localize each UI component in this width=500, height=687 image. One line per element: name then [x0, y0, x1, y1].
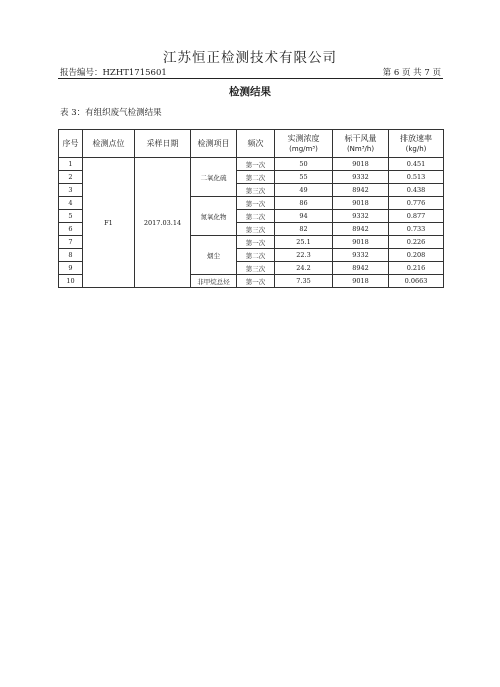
item-cell: 二氧化硫: [191, 158, 237, 197]
row-rate: 0.208: [389, 249, 444, 262]
row-concentration: 94: [275, 210, 333, 223]
table-header-row: [59, 130, 444, 158]
item-cell: 氮氧化物: [191, 197, 237, 236]
site-cell: F1: [83, 158, 135, 288]
row-rate: 0.776: [389, 197, 444, 210]
table-caption: 表 3：有组织废气检测结果: [60, 108, 162, 118]
row-rate: 0.513: [389, 171, 444, 184]
row-seq: 5: [59, 210, 83, 223]
row-seq: 3: [59, 184, 83, 197]
row-concentration: 86: [275, 197, 333, 210]
row-concentration: 24.2: [275, 262, 333, 275]
item-cell: 烟尘: [191, 236, 237, 275]
report-number: 报告编号：HZHT1715601: [60, 68, 167, 78]
row-flow: 9018: [333, 158, 389, 171]
header-site: 检测点位: [83, 130, 135, 158]
header-seq: 序号: [59, 130, 83, 158]
row-flow: 9018: [333, 275, 389, 288]
row-rate: 0.438: [389, 184, 444, 197]
header-rate: [389, 130, 444, 158]
header-item: 检测项目: [191, 130, 237, 158]
header-rate-unit: (kg/h): [405, 144, 427, 153]
row-seq: 9: [59, 262, 83, 275]
row-rate: 0.451: [389, 158, 444, 171]
row-frequency: 第三次: [237, 262, 275, 275]
row-flow: 9332: [333, 249, 389, 262]
header-concentration-unit: (mg/m³): [289, 144, 318, 153]
row-frequency: 第一次: [237, 275, 275, 288]
row-flow: 9332: [333, 210, 389, 223]
results-table: [58, 129, 444, 288]
page-number: 第 6 页 共 7 页: [382, 68, 441, 78]
row-seq: 10: [59, 275, 83, 288]
table-row: [59, 158, 444, 171]
header-flow: [333, 130, 389, 158]
row-frequency: 第三次: [237, 184, 275, 197]
row-concentration: 82: [275, 223, 333, 236]
header-concentration-label: 实测浓度: [287, 133, 320, 143]
header-flow-unit: (Nm³/h): [346, 144, 375, 153]
header-concentration: [275, 130, 333, 158]
header-flow-label: 标干风量: [344, 133, 377, 143]
row-concentration: 49: [275, 184, 333, 197]
company-name: 江苏恒正检测技术有限公司: [163, 50, 337, 66]
row-frequency: 第一次: [237, 236, 275, 249]
row-flow: 9018: [333, 236, 389, 249]
row-rate: 0.226: [389, 236, 444, 249]
row-rate: 0.0663: [389, 275, 444, 288]
row-seq: 4: [59, 197, 83, 210]
row-concentration: 50: [275, 158, 333, 171]
row-flow: 8942: [333, 262, 389, 275]
report-header: [58, 66, 443, 77]
row-concentration: 22.3: [275, 249, 333, 262]
row-flow: 9332: [333, 171, 389, 184]
row-seq: 8: [59, 249, 83, 262]
row-frequency: 第一次: [237, 197, 275, 210]
row-frequency: 第二次: [237, 171, 275, 184]
row-frequency: 第二次: [237, 210, 275, 223]
row-seq: 7: [59, 236, 83, 249]
date-cell: 2017.03.14: [135, 158, 191, 288]
row-seq: 6: [59, 223, 83, 236]
row-seq: 2: [59, 171, 83, 184]
header-date: 采样日期: [135, 130, 191, 158]
row-flow: 9018: [333, 197, 389, 210]
header-frequency: 频次: [237, 130, 275, 158]
row-rate: 0.216: [389, 262, 444, 275]
row-frequency: 第三次: [237, 223, 275, 236]
item-cell: 非甲烷总烃: [191, 275, 237, 288]
section-title: 检测结果: [229, 86, 271, 98]
row-frequency: 第二次: [237, 249, 275, 262]
row-rate: 0.733: [389, 223, 444, 236]
header-divider: [58, 78, 443, 79]
row-frequency: 第一次: [237, 158, 275, 171]
row-rate: 0.877: [389, 210, 444, 223]
row-concentration: 25.1: [275, 236, 333, 249]
row-concentration: 7.35: [275, 275, 333, 288]
header-rate-label: 排放速率: [400, 133, 432, 143]
row-flow: 8942: [333, 184, 389, 197]
row-flow: 8942: [333, 223, 389, 236]
row-concentration: 55: [275, 171, 333, 184]
row-seq: 1: [59, 158, 83, 171]
